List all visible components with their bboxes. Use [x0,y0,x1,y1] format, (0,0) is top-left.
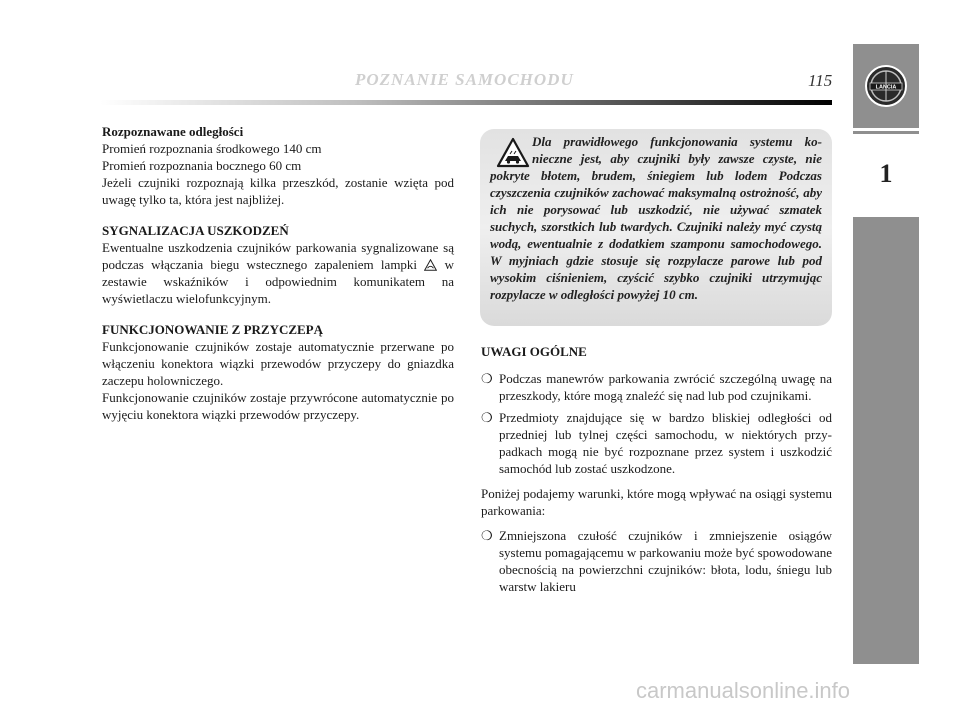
trailer-paragraph: Funkcjonowanie czujników zostaje przywrócone automatycznie po wyjęciu konektora wiązki przewodów przyczepy. [102,390,454,422]
fault-section [102,222,454,307]
distance-line: Promień rozpoznania bocznego 60 cm [102,158,302,173]
conditions-paragraph: Poniżej podajemy warunki, które mogą wpływać na osiągi systemu parkowania: [481,486,832,518]
tab-divider [853,128,919,131]
bullet-icon: ❍ [481,528,493,543]
bullet-icon: ❍ [481,410,493,425]
list-item [481,409,832,477]
list-item [481,370,832,404]
warning-content [480,129,832,303]
list-item-text: Przedmioty znajdujące się w bardzo bliskiej odległości od przedniej lub tylnej części samochodu, w niektórych przypadkach mogą nie być rozpoznane przez system i uszkodzić samochód lub zostać uszkodzone. [499,410,832,476]
distances-section [102,123,454,208]
list-item-text: Podczas manewrów parkowania zwrócić szczególną uwagę na przeszkody, które mogą znaleźć się nad lub pod czujnikami. [499,371,832,403]
watermark: carmanualsonline.info [636,678,851,703]
lancia-logo-icon [864,64,908,108]
left-column [102,123,454,437]
general-notes-heading: UWAGI OGÓLNE [481,344,587,359]
tab-divider [853,214,919,217]
header-rule [100,100,832,105]
distances-heading: Rozpoznawane odległości [102,124,244,139]
fault-text-before: Ewentualne uszkodzenia czujników parkowania sygnalizowane są podczas włączania biegu wstecznego zapaleniem lampki [102,240,454,272]
fault-text [102,239,454,307]
parking-sensor-warning-icon [424,259,437,271]
chapter-number: 1 [853,134,919,214]
fault-heading: SYGNALIZACJA USZKODZEŃ [102,223,289,238]
trailer-paragraph: Funkcjonowanie czujników zostaje automatycznie przerwane po włączeniu konektora wiązki przewodów przyczepy do gniazdka zaczepu holowniczego. [102,339,454,388]
list-item [481,527,832,595]
trailer-section [102,321,454,423]
list-item-text: Zmniejszona czułość czujników i zmniejszenie osiągów systemu pomagającemu w parkowaniu może być spowodowane obecnością na powierzchni czujników: błota, lodu, śniegu lub warstw lakieru [499,528,832,594]
warning-icon-wrap [490,133,532,167]
brand-logo [853,44,919,128]
page-number: 115 [808,71,833,90]
warning-triangle-icon [496,137,530,169]
fault-text-after: w zestawie wskaźników i odpowiednim komunikatem na wyświetlaczu wielofunkcyjnym. [102,257,454,306]
warning-box [480,129,832,326]
warning-text: Dla prawidłowego funkcjonowania systemu konieczne jest, aby czujniki były zawsze czyste, nie pokryte błotem, brudem, śniegiem lub lodem Podczas czyszczenia czujników zachować maksymalną ostrożność, aby ich nie porysować lub uszkodzić, nie używać szmatek suchych, szorstkich lub twardych. Czujniki należy myć czystą wodą, ewentualnie z dodatkiem szamponu samochodowego. W myjniach gdzie stosuje się rozpylacze parowe lub pod wysokim ciśnieniem, czyścić szybko czujniki utrzymując rozpylacze w odległości powyżej 10 cm. [490,134,822,302]
distance-line: Promień rozpoznania środkowego 140 cm [102,141,322,156]
logo-text: LANCIA [875,84,897,91]
distance-line: Jeżeli czujniki rozpoznają kilka przeszkód, zostanie wzięta pod uwagę tylko ta, która jest najbliżej. [102,175,454,207]
section-title: POZNANIE SAMOCHODU [355,70,574,89]
chapter-tab-bar [853,44,919,664]
right-column [481,343,832,600]
trailer-heading: FUNKCJONOWANIE Z PRZYCZEPĄ [102,322,324,337]
bullet-icon: ❍ [481,371,493,386]
